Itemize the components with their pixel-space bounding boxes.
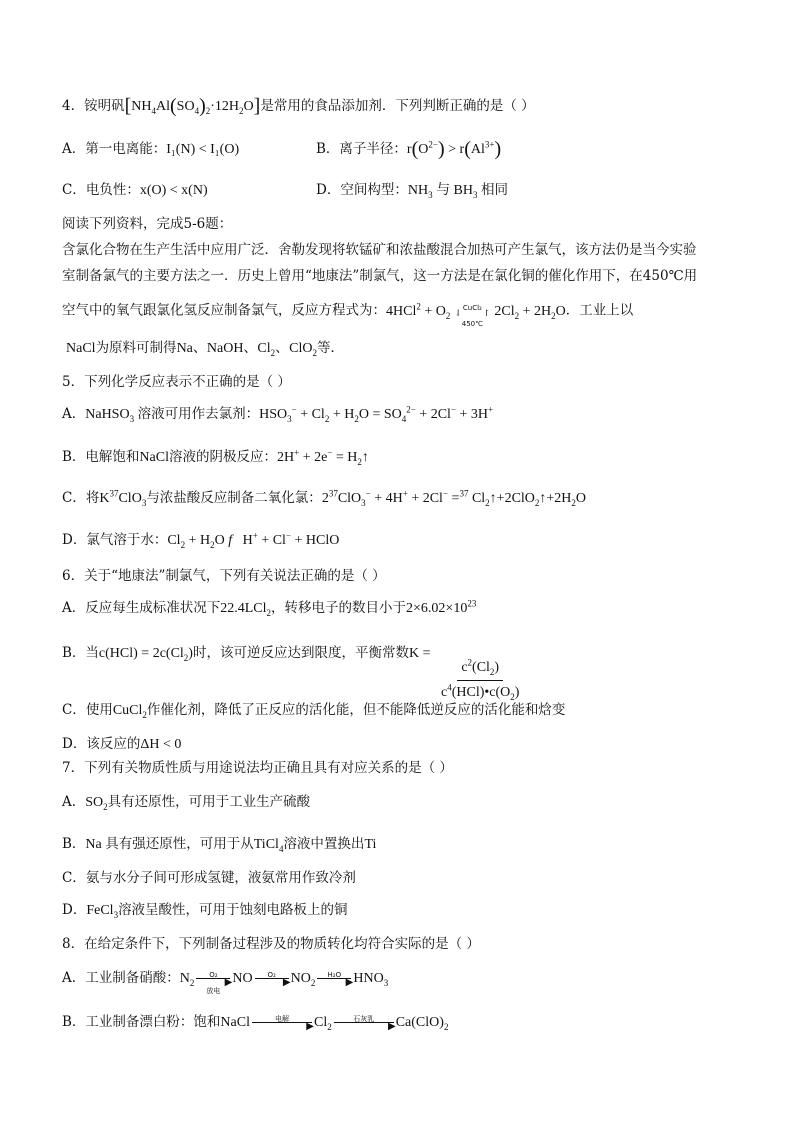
q7-option-d[interactable]: D．FeCl$_3$溶液呈酸性，可用于蚀刻电路板上的铜 [62, 902, 348, 920]
q4-option-c[interactable]: C．电负性：x(O) < x(N) [62, 182, 208, 198]
passage-line-3: 空气中的氧气跟氯化氢反应制备氯气，反应方程式为：$4HCl^2 + O_2$ CuCl₂ ⇃ ↾ 450℃ $2Cl_2 + 2H_2O$．工业上以 [62, 298, 633, 324]
q7-option-b[interactable]: B．Na 具有强还原性，可用于从TiCl$_4$溶液中置换出Ti [62, 836, 377, 854]
q6-option-c[interactable]: C．使用CuCl$_2$作催化剂，降低了正反应的活化能，但不能降低逆反应的活化能和焓变 [62, 702, 566, 720]
q5-option-a[interactable]: A．NaHSO$_3$ 溶液可用作去氯剂：$HSO_3^- + Cl_2 + H_2O = SO_4^{2-} + 2Cl^- + 3H^+$ [62, 404, 494, 424]
q6-option-d[interactable]: D．该反应的ΔH < 0 [62, 736, 182, 752]
q8-option-a[interactable]: A．工业制备硝酸：$N_2$ O₂ ▶ 放电 NO O₂ ▶ $NO_2$ H₂O ▶ $HNO_3$ [62, 970, 389, 995]
alum-formula: $[NH_4Al(SO_4)_2\cdot 12H_2O]$ [124, 95, 261, 117]
q4-option-a[interactable]: A．第一电离能：I₁(N) < I₁(O) [62, 141, 240, 157]
passage-line-2: 室制备氯气的主要方法之一．历史上曾用“地康法”制氯气，这一方法是在氯化铜的催化作用下，在450℃用 [62, 268, 698, 284]
passage-line-1: 含氯化合物在生产生活中应用广泛．舍勒发现将软锰矿和浓盐酸混合加热可产生氯气，该方法仍是当今实验 [62, 242, 697, 258]
arrow-lime-milk: 石灰乳 ▶ [334, 1014, 394, 1028]
q4-stem-prefix: 4．铵明矾 [62, 98, 125, 114]
q5-option-c[interactable]: C．将$K^{37}ClO_3$与浓盐酸反应制备二氧化氯：$2^{37}ClO_3^- + 4H^+ + 2Cl^- =^{37}$ $Cl_2↑+2ClO_2↑+2H_2O$ [62, 488, 587, 508]
q4-option-d[interactable]: D．空间构型：$NH_3$ 与 $BH_3$ 相同 [316, 182, 509, 200]
arrow-discharge: O₂ ▶ 放电 [196, 970, 230, 984]
q6-stem: 6．关于“地康法”制氯气，下列有关说法正确的是（ ） [62, 568, 386, 584]
arrow-electrolysis: 电解 ▶ [252, 1014, 312, 1028]
equilibrium-constant-fraction: $\frac{c^2(Cl_2)}{c^4(HCl)•c(O_2)}$ [440, 657, 520, 702]
arrow-oxygen: O₂ ▶ [255, 970, 289, 984]
q7-stem: 7．下列有关物质性质与用途说法均正确且具有对应关系的是（ ） [62, 760, 453, 776]
q4-stem [62, 96, 535, 117]
reversible-arrow: CuCl₂ ⇃ ↾ 450℃ [454, 304, 491, 328]
q7-option-a[interactable]: A．$SO_2$具有还原性，可用于工业生产硫酸 [62, 794, 311, 812]
arrow-water: H₂O ▶ [317, 970, 351, 984]
q8-stem: 8．在给定条件下，下列制备过程涉及的物质转化均符合实际的是（ ） [62, 936, 480, 952]
passage-intro: 阅读下列资料，完成5-6题： [62, 216, 233, 232]
q5-stem: 5．下列化学反应表示不正确的是（ ） [62, 374, 291, 390]
q6-option-a[interactable]: A．反应每生成标准状况下22.4LCl$_2$，转移电子的数目小于$2\times 6.02\times 10^{23}$ [62, 598, 477, 618]
passage-line-4: NaCl为原料可制得Na、NaOH、$Cl_2$、ClO$_2$等． [66, 340, 345, 358]
q4-option-b[interactable]: B．离子半径：$r(O^{2-}) > r(Al^{3+})$ [316, 138, 502, 160]
q5-option-b[interactable]: B．电解饱和NaCl溶液的阴极反应：$2H^+ + 2e^- = H_2↑$ [62, 447, 369, 467]
q4-stem-suffix: 是常用的食品添加剂．下列判断正确的是（ ） [260, 98, 535, 114]
q7-option-c[interactable]: C．氨与水分子间可形成氢键，液氨常用作致冷剂 [62, 870, 356, 886]
q6-option-b[interactable]: B．当$c(HCl) = 2c(Cl_2)$时，该可逆反应达到限度，平衡常数K = $\frac{c^2(Cl_2)}{c^4(HCl)•c(O_2)}$ [62, 643, 526, 703]
q8-option-b[interactable]: B．工业制备漂白粉：饱和NaCl 电解 ▶ $Cl_2$ 石灰乳 ▶ $Ca(ClO)_2$ [62, 1014, 449, 1032]
q5-option-d[interactable]: D．氯气溶于水：$Cl_2 + H_2O$ f H+ + Cl− + HClO [62, 530, 340, 550]
